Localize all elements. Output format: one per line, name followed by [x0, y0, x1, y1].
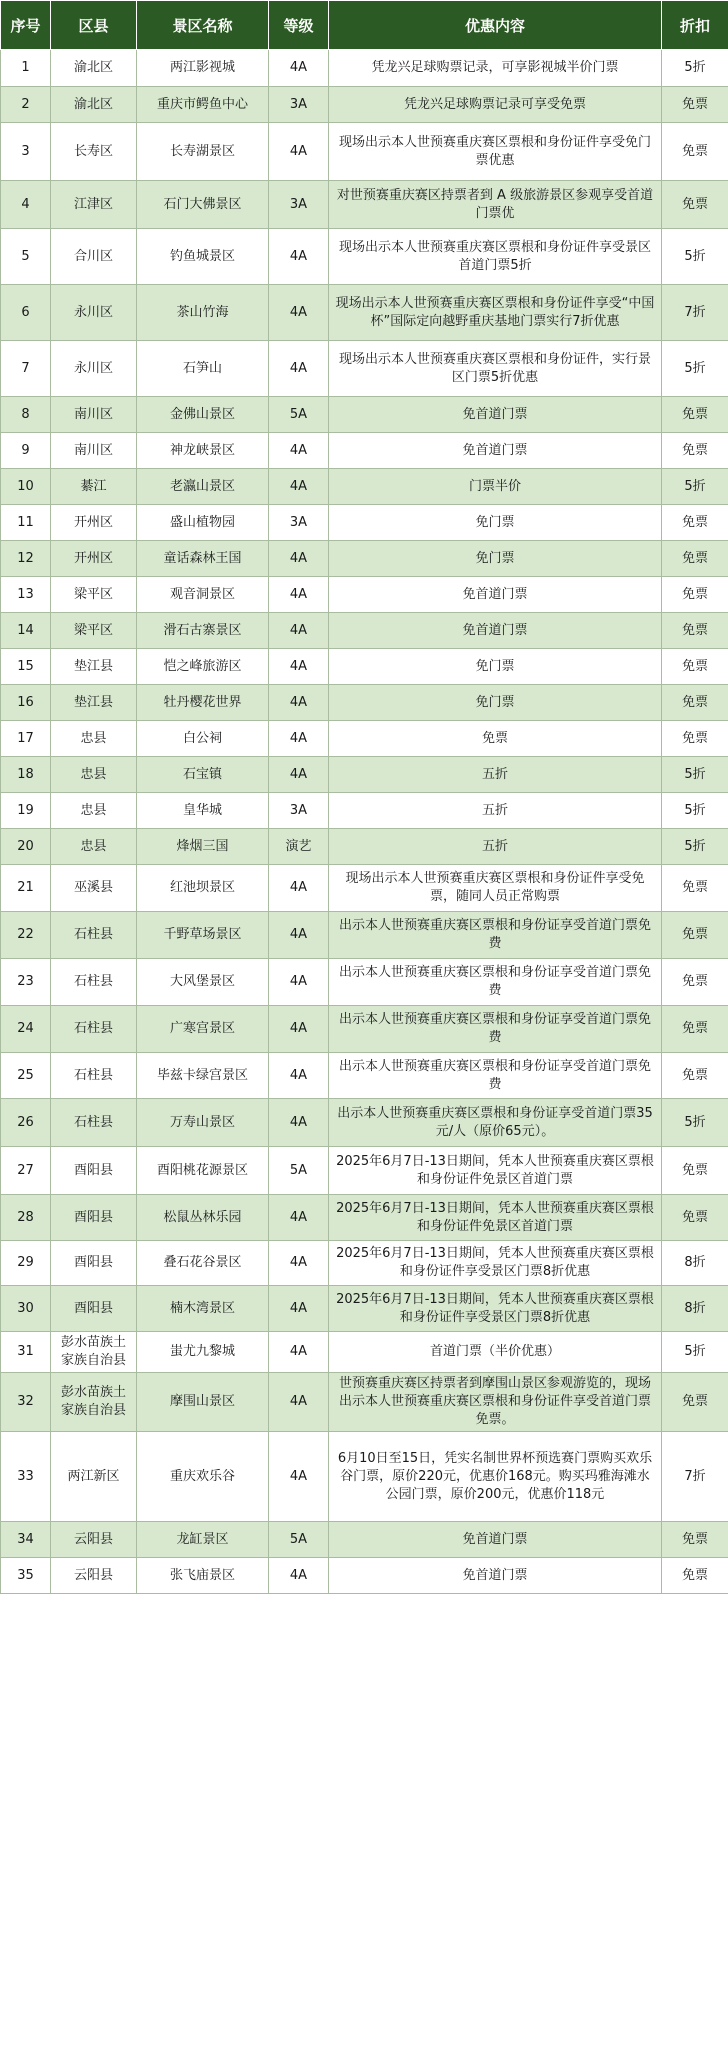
row-level: 4A — [269, 285, 329, 341]
row-level: 5A — [269, 1522, 329, 1558]
row-scenic-spot: 万寿山景区 — [137, 1099, 269, 1147]
table-row — [1, 865, 728, 912]
row-level: 4A — [269, 577, 329, 613]
row-no: 18 — [1, 757, 51, 793]
row-scenic-spot: 神龙峡景区 — [137, 433, 269, 469]
row-level: 5A — [269, 1147, 329, 1195]
row-no: 14 — [1, 613, 51, 649]
row-district: 梁平区 — [51, 613, 137, 649]
row-offer: 2025年6月7日-13日期间，凭本人世预赛重庆赛区票根和身份证件免景区首道门票 — [329, 1147, 662, 1195]
table-row — [1, 1006, 728, 1053]
row-discount: 免票 — [662, 433, 728, 469]
row-scenic-spot: 滑石古寨景区 — [137, 613, 269, 649]
row-no: 3 — [1, 123, 51, 181]
row-no: 25 — [1, 1053, 51, 1099]
row-scenic-spot: 茶山竹海 — [137, 285, 269, 341]
row-no: 24 — [1, 1006, 51, 1053]
row-discount: 免票 — [662, 1373, 728, 1432]
row-discount: 8折 — [662, 1286, 728, 1332]
table-row — [1, 87, 728, 123]
row-district: 开州区 — [51, 505, 137, 541]
row-offer: 免门票 — [329, 649, 662, 685]
row-scenic-spot: 老瀛山景区 — [137, 469, 269, 505]
table-row — [1, 613, 728, 649]
row-level: 4A — [269, 1099, 329, 1147]
row-discount: 免票 — [662, 1053, 728, 1099]
row-offer: 门票半价 — [329, 469, 662, 505]
row-level: 4A — [269, 1053, 329, 1099]
row-district: 石柱县 — [51, 912, 137, 959]
row-discount: 5折 — [662, 341, 728, 397]
table-row — [1, 1195, 728, 1241]
row-no: 10 — [1, 469, 51, 505]
row-offer: 现场出示本人世预赛重庆赛区票根和身份证件享受“中国杯”国际定向越野重庆基地门票实行7折优惠 — [329, 285, 662, 341]
row-no: 11 — [1, 505, 51, 541]
row-discount: 5折 — [662, 1099, 728, 1147]
row-no: 20 — [1, 829, 51, 865]
row-level: 4A — [269, 469, 329, 505]
row-scenic-spot: 叠石花谷景区 — [137, 1241, 269, 1286]
row-district: 忠县 — [51, 829, 137, 865]
row-district: 梁平区 — [51, 577, 137, 613]
table-row — [1, 577, 728, 613]
row-level: 4A — [269, 757, 329, 793]
row-offer: 首道门票（半价优惠） — [329, 1332, 662, 1373]
row-district: 忠县 — [51, 757, 137, 793]
row-no: 21 — [1, 865, 51, 912]
row-no: 9 — [1, 433, 51, 469]
row-level: 3A — [269, 505, 329, 541]
table-row — [1, 1432, 728, 1522]
row-district: 永川区 — [51, 341, 137, 397]
table-row — [1, 1332, 728, 1373]
row-scenic-spot: 石笋山 — [137, 341, 269, 397]
header-no: 序号 — [1, 1, 51, 50]
row-no: 4 — [1, 181, 51, 229]
header-level: 等级 — [269, 1, 329, 50]
row-discount: 免票 — [662, 721, 728, 757]
row-scenic-spot: 盛山植物园 — [137, 505, 269, 541]
row-no: 13 — [1, 577, 51, 613]
header-offer: 优惠内容 — [329, 1, 662, 50]
row-offer: 现场出示本人世预赛重庆赛区票根和身份证件享受免票，随同人员正常购票 — [329, 865, 662, 912]
table-row — [1, 829, 728, 865]
row-no: 23 — [1, 959, 51, 1006]
row-district: 石柱县 — [51, 1099, 137, 1147]
row-discount: 免票 — [662, 959, 728, 1006]
row-offer: 出示本人世预赛重庆赛区票根和身份证享受首道门票免费 — [329, 1006, 662, 1053]
row-offer: 免首道门票 — [329, 397, 662, 433]
table-row — [1, 505, 728, 541]
row-discount: 免票 — [662, 505, 728, 541]
row-district: 酉阳县 — [51, 1241, 137, 1286]
row-level: 3A — [269, 793, 329, 829]
table-row — [1, 541, 728, 577]
row-scenic-spot: 牡丹樱花世界 — [137, 685, 269, 721]
row-offer: 免票 — [329, 721, 662, 757]
row-level: 4A — [269, 685, 329, 721]
row-no: 28 — [1, 1195, 51, 1241]
row-district: 开州区 — [51, 541, 137, 577]
row-scenic-spot: 摩围山景区 — [137, 1373, 269, 1432]
row-level: 4A — [269, 1332, 329, 1373]
row-no: 17 — [1, 721, 51, 757]
row-discount: 免票 — [662, 577, 728, 613]
row-level: 4A — [269, 1006, 329, 1053]
row-level: 4A — [269, 649, 329, 685]
table-row — [1, 1241, 728, 1286]
row-no: 5 — [1, 229, 51, 285]
row-discount: 5折 — [662, 50, 728, 87]
row-offer: 免首道门票 — [329, 1522, 662, 1558]
row-scenic-spot: 金佛山景区 — [137, 397, 269, 433]
row-discount: 5折 — [662, 1332, 728, 1373]
row-offer: 世预赛重庆赛区持票者到摩围山景区参观游览的，现场出示本人世预赛重庆赛区票根和身份证件享受首道门票免票。 — [329, 1373, 662, 1432]
row-offer: 免门票 — [329, 685, 662, 721]
table-row — [1, 397, 728, 433]
row-level: 3A — [269, 87, 329, 123]
row-discount: 免票 — [662, 397, 728, 433]
header-scenic-spot: 景区名称 — [137, 1, 269, 50]
row-no: 33 — [1, 1432, 51, 1522]
row-district: 云阳县 — [51, 1522, 137, 1558]
row-discount: 免票 — [662, 1195, 728, 1241]
row-scenic-spot: 红池坝景区 — [137, 865, 269, 912]
row-discount: 免票 — [662, 181, 728, 229]
table-row — [1, 229, 728, 285]
row-level: 5A — [269, 397, 329, 433]
row-level: 4A — [269, 50, 329, 87]
row-no: 32 — [1, 1373, 51, 1432]
row-scenic-spot: 白公祠 — [137, 721, 269, 757]
row-discount: 免票 — [662, 123, 728, 181]
row-scenic-spot: 重庆欢乐谷 — [137, 1432, 269, 1522]
row-no: 15 — [1, 649, 51, 685]
row-offer: 免门票 — [329, 505, 662, 541]
row-scenic-spot: 观音洞景区 — [137, 577, 269, 613]
table-row — [1, 757, 728, 793]
row-offer: 免门票 — [329, 541, 662, 577]
row-scenic-spot: 大风堡景区 — [137, 959, 269, 1006]
table-row — [1, 1373, 728, 1432]
table-row — [1, 1147, 728, 1195]
table-row — [1, 50, 728, 87]
row-discount: 免票 — [662, 1006, 728, 1053]
row-discount: 免票 — [662, 649, 728, 685]
header-district: 区县 — [51, 1, 137, 50]
row-offer: 出示本人世预赛重庆赛区票根和身份证享受首道门票35元/人（原价65元）。 — [329, 1099, 662, 1147]
row-offer: 现场出示本人世预赛重庆赛区票根和身份证件享受免门票优惠 — [329, 123, 662, 181]
header-discount: 折扣 — [662, 1, 728, 50]
row-level: 4A — [269, 1432, 329, 1522]
table-row — [1, 285, 728, 341]
row-scenic-spot: 石宝镇 — [137, 757, 269, 793]
table-row — [1, 793, 728, 829]
row-district: 南川区 — [51, 397, 137, 433]
row-no: 7 — [1, 341, 51, 397]
row-level: 4A — [269, 613, 329, 649]
row-district: 垫江县 — [51, 649, 137, 685]
row-offer: 免首道门票 — [329, 613, 662, 649]
row-offer: 五折 — [329, 757, 662, 793]
row-level: 4A — [269, 1373, 329, 1432]
row-no: 2 — [1, 87, 51, 123]
row-no: 35 — [1, 1558, 51, 1594]
row-no: 26 — [1, 1099, 51, 1147]
row-scenic-spot: 龙缸景区 — [137, 1522, 269, 1558]
row-scenic-spot: 烽烟三国 — [137, 829, 269, 865]
row-district: 合川区 — [51, 229, 137, 285]
row-scenic-spot: 恺之峰旅游区 — [137, 649, 269, 685]
table-row — [1, 123, 728, 181]
row-district: 垫江县 — [51, 685, 137, 721]
row-scenic-spot: 广寒宫景区 — [137, 1006, 269, 1053]
row-level: 4A — [269, 721, 329, 757]
row-offer: 2025年6月7日-13日期间，凭本人世预赛重庆赛区票根和身份证件免景区首道门票 — [329, 1195, 662, 1241]
row-offer: 出示本人世预赛重庆赛区票根和身份证享受首道门票免费 — [329, 1053, 662, 1099]
row-level: 演艺 — [269, 829, 329, 865]
row-scenic-spot: 酉阳桃花源景区 — [137, 1147, 269, 1195]
table-row — [1, 433, 728, 469]
table-row — [1, 1286, 728, 1332]
row-no: 8 — [1, 397, 51, 433]
row-district: 两江新区 — [51, 1432, 137, 1522]
row-offer: 免首道门票 — [329, 433, 662, 469]
row-no: 12 — [1, 541, 51, 577]
row-discount: 免票 — [662, 685, 728, 721]
row-scenic-spot: 重庆市鳄鱼中心 — [137, 87, 269, 123]
row-scenic-spot: 两江影视城 — [137, 50, 269, 87]
row-district: 巫溪县 — [51, 865, 137, 912]
row-level: 4A — [269, 433, 329, 469]
row-discount: 5折 — [662, 469, 728, 505]
row-scenic-spot: 松鼠丛林乐园 — [137, 1195, 269, 1241]
row-offer: 免首道门票 — [329, 1558, 662, 1594]
row-district: 酉阳县 — [51, 1286, 137, 1332]
row-level: 4A — [269, 229, 329, 285]
row-offer: 2025年6月7日-13日期间，凭本人世预赛重庆赛区票根和身份证件享受景区门票8折优惠 — [329, 1286, 662, 1332]
row-offer: 出示本人世预赛重庆赛区票根和身份证享受首道门票免费 — [329, 959, 662, 1006]
row-offer: 凭龙兴足球购票记录，可享影视城半价门票 — [329, 50, 662, 87]
row-district: 忠县 — [51, 793, 137, 829]
row-offer: 2025年6月7日-13日期间，凭本人世预赛重庆赛区票根和身份证件享受景区门票8折优惠 — [329, 1241, 662, 1286]
row-district: 永川区 — [51, 285, 137, 341]
row-discount: 免票 — [662, 865, 728, 912]
row-scenic-spot: 长寿湖景区 — [137, 123, 269, 181]
row-district: 彭水苗族土家族自治县 — [51, 1373, 137, 1432]
row-discount: 免票 — [662, 1558, 728, 1594]
row-offer: 免首道门票 — [329, 577, 662, 613]
row-discount: 8折 — [662, 1241, 728, 1286]
row-offer: 现场出示本人世预赛重庆赛区票根和身份证件，实行景区门票5折优惠 — [329, 341, 662, 397]
row-no: 27 — [1, 1147, 51, 1195]
row-scenic-spot: 童话森林王国 — [137, 541, 269, 577]
row-district: 长寿区 — [51, 123, 137, 181]
table-row — [1, 649, 728, 685]
header-row — [1, 1, 728, 50]
row-district: 南川区 — [51, 433, 137, 469]
row-offer: 凭龙兴足球购票记录可享受免票 — [329, 87, 662, 123]
row-district: 忠县 — [51, 721, 137, 757]
row-discount: 免票 — [662, 912, 728, 959]
row-district: 酉阳县 — [51, 1195, 137, 1241]
row-no: 16 — [1, 685, 51, 721]
row-discount: 5折 — [662, 757, 728, 793]
row-discount: 免票 — [662, 1522, 728, 1558]
table-row — [1, 341, 728, 397]
row-level: 4A — [269, 912, 329, 959]
row-level: 4A — [269, 1195, 329, 1241]
row-offer: 对世预赛重庆赛区持票者到 A 级旅游景区参观享受首道门票优 — [329, 181, 662, 229]
row-level: 4A — [269, 959, 329, 1006]
row-district: 石柱县 — [51, 1006, 137, 1053]
table-row — [1, 1053, 728, 1099]
table-row — [1, 181, 728, 229]
row-district: 渝北区 — [51, 87, 137, 123]
row-discount: 免票 — [662, 87, 728, 123]
row-offer: 6月10日至15日，凭实名制世界杯预选赛门票购买欢乐谷门票，原价220元，优惠价168元。购买玛雅海滩水公园门票，原价200元，优惠价118元 — [329, 1432, 662, 1522]
table-row — [1, 469, 728, 505]
row-scenic-spot: 千野草场景区 — [137, 912, 269, 959]
row-level: 4A — [269, 865, 329, 912]
row-scenic-spot: 钓鱼城景区 — [137, 229, 269, 285]
row-discount: 5折 — [662, 793, 728, 829]
row-discount: 7折 — [662, 1432, 728, 1522]
row-level: 4A — [269, 1558, 329, 1594]
row-level: 4A — [269, 1241, 329, 1286]
row-no: 34 — [1, 1522, 51, 1558]
row-offer: 五折 — [329, 793, 662, 829]
row-level: 4A — [269, 123, 329, 181]
row-offer: 出示本人世预赛重庆赛区票根和身份证享受首道门票免费 — [329, 912, 662, 959]
row-discount: 免票 — [662, 541, 728, 577]
row-no: 30 — [1, 1286, 51, 1332]
row-discount: 免票 — [662, 613, 728, 649]
table-row — [1, 1099, 728, 1147]
table-row — [1, 912, 728, 959]
row-discount: 5折 — [662, 829, 728, 865]
row-no: 22 — [1, 912, 51, 959]
row-district: 彭水苗族土家族自治县 — [51, 1332, 137, 1373]
row-scenic-spot: 石门大佛景区 — [137, 181, 269, 229]
row-scenic-spot: 蚩尤九黎城 — [137, 1332, 269, 1373]
row-no: 31 — [1, 1332, 51, 1373]
table-body — [1, 50, 728, 1594]
row-discount: 5折 — [662, 229, 728, 285]
row-level: 3A — [269, 181, 329, 229]
row-level: 4A — [269, 541, 329, 577]
row-no: 6 — [1, 285, 51, 341]
row-discount: 免票 — [662, 1147, 728, 1195]
row-no: 19 — [1, 793, 51, 829]
row-scenic-spot: 皇华城 — [137, 793, 269, 829]
row-level: 4A — [269, 341, 329, 397]
row-scenic-spot: 毕兹卡绿宫景区 — [137, 1053, 269, 1099]
row-scenic-spot: 张飞庙景区 — [137, 1558, 269, 1594]
table-row — [1, 959, 728, 1006]
row-district: 石柱县 — [51, 959, 137, 1006]
row-discount: 7折 — [662, 285, 728, 341]
row-no: 1 — [1, 50, 51, 87]
row-scenic-spot: 楠木湾景区 — [137, 1286, 269, 1332]
row-level: 4A — [269, 1286, 329, 1332]
table-row — [1, 685, 728, 721]
row-offer: 现场出示本人世预赛重庆赛区票根和身份证件享受景区首道门票5折 — [329, 229, 662, 285]
table-row — [1, 1522, 728, 1558]
row-district: 綦江 — [51, 469, 137, 505]
row-offer: 五折 — [329, 829, 662, 865]
row-district: 石柱县 — [51, 1053, 137, 1099]
table-row — [1, 721, 728, 757]
row-no: 29 — [1, 1241, 51, 1286]
row-district: 江津区 — [51, 181, 137, 229]
table-row — [1, 1558, 728, 1594]
row-district: 渝北区 — [51, 50, 137, 87]
row-district: 云阳县 — [51, 1558, 137, 1594]
row-district: 酉阳县 — [51, 1147, 137, 1195]
